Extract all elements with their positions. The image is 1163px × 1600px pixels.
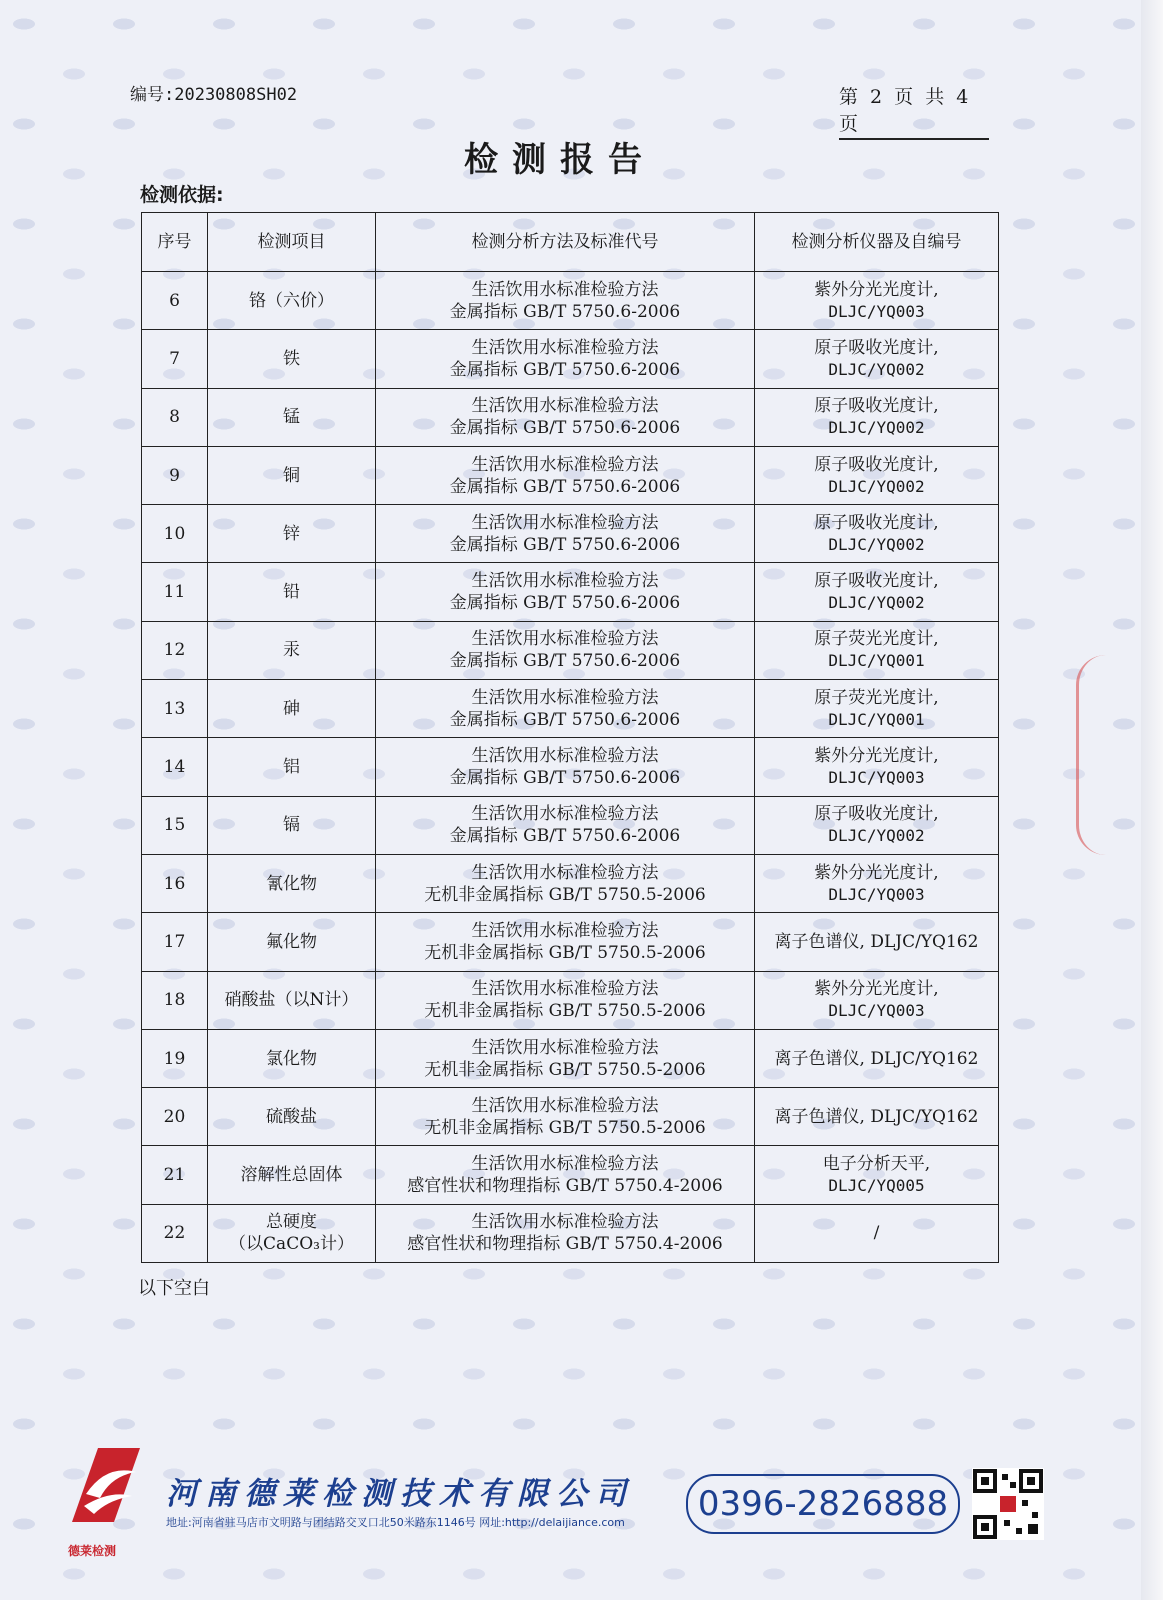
table-row (142, 446, 999, 504)
footer (0, 1420, 1163, 1600)
test-item-name: 溶解性总固体 (240, 1165, 343, 1186)
table-row (142, 330, 999, 388)
test-method (376, 913, 755, 971)
method-standard: 无机非金属指标 GB/T 5750.5-2006 (424, 1117, 706, 1138)
method-standard: 金属指标 GB/T 5750.6-2006 (449, 768, 681, 789)
method-name: 生活饮用水标准检验方法 (471, 920, 659, 941)
instrument (755, 388, 999, 446)
method-standard: 无机非金属指标 GB/T 5750.5-2006 (424, 942, 706, 963)
test-method (376, 854, 755, 912)
instrument-id: DLJC/YQ002 (828, 418, 925, 438)
table-row (142, 505, 999, 563)
test-method (376, 1088, 755, 1146)
row-number: 22 (142, 1204, 208, 1262)
instrument (755, 330, 999, 388)
row-number: 11 (142, 563, 208, 621)
row-number: 19 (142, 1029, 208, 1087)
method-standard: 金属指标 GB/T 5750.6-2006 (449, 826, 681, 847)
test-method (376, 1029, 755, 1087)
test-item-note: （以CaCO₃计） (229, 1234, 354, 1255)
instrument-id: DLJC/YQ001 (828, 709, 925, 729)
method-name: 生活饮用水标准检验方法 (471, 804, 659, 825)
company-address: 地址:河南省驻马店市文明路与团结路交叉口北50米路东1146号 网址:http://delaijiance.com (166, 1516, 625, 1529)
instrument (755, 854, 999, 912)
test-item (208, 971, 376, 1029)
method-name: 生活饮用水标准检验方法 (471, 629, 659, 650)
instrument (755, 272, 999, 330)
instrument (755, 913, 999, 971)
test-method (376, 388, 755, 446)
test-item (208, 330, 376, 388)
instrument-id: DLJC/YQ003 (828, 768, 925, 788)
test-method (376, 680, 755, 738)
red-seal-stamp (1076, 655, 1119, 855)
scan-edge (1141, 0, 1163, 1600)
method-name: 生活饮用水标准检验方法 (471, 1037, 659, 1058)
test-item-name: 硫酸盐 (266, 1106, 317, 1127)
row-number: 12 (142, 621, 208, 679)
method-standard: 感官性状和物理指标 GB/T 5750.4-2006 (407, 1176, 723, 1197)
test-method (376, 796, 755, 854)
instrument (755, 1029, 999, 1087)
instrument (755, 796, 999, 854)
test-method (376, 272, 755, 330)
instrument-name: 离子色谱仪, DLJC/YQ162 (774, 931, 979, 952)
test-item-name: 砷 (283, 698, 300, 719)
test-item (208, 1088, 376, 1146)
table-row (142, 1029, 999, 1087)
detection-basis-table (141, 212, 999, 1263)
test-method (376, 738, 755, 796)
method-standard: 金属指标 GB/T 5750.6-2006 (449, 593, 681, 614)
method-name: 生活饮用水标准检验方法 (471, 512, 659, 533)
instrument-id: DLJC/YQ005 (828, 1176, 925, 1196)
test-method (376, 1204, 755, 1262)
test-item-name: 铅 (283, 582, 300, 603)
instrument (755, 1088, 999, 1146)
row-number: 14 (142, 738, 208, 796)
method-standard: 感官性状和物理指标 GB/T 5750.4-2006 (407, 1234, 723, 1255)
instrument-id: DLJC/YQ003 (828, 1001, 925, 1021)
instrument (755, 446, 999, 504)
method-name: 生活饮用水标准检验方法 (471, 571, 659, 592)
test-item-name: 硝酸盐（以N计） (224, 990, 359, 1011)
instrument-name: 紫外分光光度计, (814, 862, 939, 883)
method-standard: 金属指标 GB/T 5750.6-2006 (449, 418, 681, 439)
instrument-name: 原子吸收光度计, (814, 454, 939, 475)
page-info: 第 2 页 共 4 页 (839, 82, 989, 140)
report-number: 编号:20230808SH02 (130, 85, 298, 105)
test-method (376, 330, 755, 388)
table-body (142, 272, 999, 1263)
table-row (142, 913, 999, 971)
test-item (208, 854, 376, 912)
table-row (142, 1146, 999, 1204)
method-name: 生活饮用水标准检验方法 (471, 1095, 659, 1116)
instrument-name: 电子分析天平, (822, 1154, 931, 1175)
test-item-name: 锰 (283, 407, 300, 428)
row-number: 21 (142, 1146, 208, 1204)
row-number: 8 (142, 388, 208, 446)
table-row (142, 272, 999, 330)
instrument-name: 紫外分光光度计, (814, 746, 939, 767)
instrument-name: 紫外分光光度计, (814, 979, 939, 1000)
method-standard: 无机非金属指标 GB/T 5750.5-2006 (424, 884, 706, 905)
instrument-id: DLJC/YQ003 (828, 884, 925, 904)
test-item (208, 446, 376, 504)
instrument-id: DLJC/YQ003 (828, 301, 925, 321)
method-name: 生活饮用水标准检验方法 (471, 1154, 659, 1175)
table-header-row (142, 213, 999, 272)
company-phone: 0396-2826888 (686, 1474, 960, 1534)
instrument-id: DLJC/YQ002 (828, 593, 925, 613)
instrument-name: 原子荧光光度计, (814, 629, 939, 650)
method-name: 生活饮用水标准检验方法 (471, 687, 659, 708)
instrument-name: 原子荧光光度计, (814, 687, 939, 708)
test-item (208, 505, 376, 563)
instrument-name: 原子吸收光度计, (814, 337, 939, 358)
method-standard: 无机非金属指标 GB/T 5750.5-2006 (424, 1001, 706, 1022)
method-name: 生活饮用水标准检验方法 (471, 746, 659, 767)
instrument-name: / (873, 1223, 880, 1244)
table-row (142, 1088, 999, 1146)
instrument (755, 1146, 999, 1204)
instrument (755, 738, 999, 796)
instrument-name: 离子色谱仪, DLJC/YQ162 (774, 1106, 979, 1127)
method-standard: 金属指标 GB/T 5750.6-2006 (449, 709, 681, 730)
test-item-name: 氟化物 (266, 931, 317, 952)
instrument (755, 621, 999, 679)
method-standard: 金属指标 GB/T 5750.6-2006 (449, 651, 681, 672)
test-method (376, 563, 755, 621)
table-row (142, 796, 999, 854)
method-name: 生活饮用水标准检验方法 (471, 979, 659, 1000)
test-method (376, 621, 755, 679)
row-number: 17 (142, 913, 208, 971)
row-number: 20 (142, 1088, 208, 1146)
header-instrument: 检测分析仪器及自编号 (755, 213, 999, 272)
qr-code-icon (972, 1468, 1044, 1540)
method-name: 生活饮用水标准检验方法 (471, 337, 659, 358)
method-standard: 金属指标 GB/T 5750.6-2006 (449, 534, 681, 555)
test-method (376, 446, 755, 504)
table-row (142, 854, 999, 912)
method-name: 生活饮用水标准检验方法 (471, 279, 659, 300)
test-item (208, 680, 376, 738)
test-item (208, 272, 376, 330)
test-item (208, 738, 376, 796)
header-item: 检测项目 (208, 213, 376, 272)
method-name: 生活饮用水标准检验方法 (471, 1212, 659, 1233)
test-method (376, 1146, 755, 1204)
instrument (755, 505, 999, 563)
company-logo-icon (66, 1434, 146, 1544)
table-row (142, 680, 999, 738)
test-item-name: 铜 (283, 465, 300, 486)
report-title: 检测报告 (464, 140, 656, 180)
test-item-name: 氯化物 (266, 1048, 317, 1069)
header-no: 序号 (142, 213, 208, 272)
row-number: 9 (142, 446, 208, 504)
test-item (208, 913, 376, 971)
row-number: 16 (142, 854, 208, 912)
instrument-name: 原子吸收光度计, (814, 396, 939, 417)
test-item (208, 621, 376, 679)
row-number: 15 (142, 796, 208, 854)
row-number: 13 (142, 680, 208, 738)
test-item-name: 汞 (283, 640, 300, 661)
row-number: 10 (142, 505, 208, 563)
table-row (142, 388, 999, 446)
test-item (208, 1204, 376, 1262)
instrument-id: DLJC/YQ002 (828, 476, 925, 496)
test-method (376, 505, 755, 563)
header-method: 检测分析方法及标准代号 (376, 213, 755, 272)
test-item-name: 镉 (283, 815, 300, 836)
test-item (208, 1146, 376, 1204)
test-item-name: 氰化物 (266, 873, 317, 894)
row-number: 7 (142, 330, 208, 388)
table-row (142, 563, 999, 621)
row-number: 6 (142, 272, 208, 330)
instrument-name: 离子色谱仪, DLJC/YQ162 (774, 1048, 979, 1069)
instrument (755, 971, 999, 1029)
company-name: 河南德莱检测技术有限公司 (166, 1476, 634, 1512)
table-row (142, 971, 999, 1029)
test-item-name: 铁 (283, 348, 300, 369)
instrument-id: DLJC/YQ002 (828, 534, 925, 554)
test-item-name: 锌 (283, 523, 300, 544)
method-standard: 金属指标 GB/T 5750.6-2006 (449, 476, 681, 497)
test-method (376, 971, 755, 1029)
test-item-name: 总硬度 (266, 1212, 317, 1233)
logo-caption: 德莱检测 (68, 1544, 117, 1558)
test-item (208, 563, 376, 621)
table-row (142, 738, 999, 796)
instrument (755, 1204, 999, 1262)
instrument-name: 原子吸收光度计, (814, 571, 939, 592)
method-standard: 金属指标 GB/T 5750.6-2006 (449, 359, 681, 380)
method-standard: 金属指标 GB/T 5750.6-2006 (449, 301, 681, 322)
table-row (142, 1204, 999, 1262)
blank-note: 以下空白 (138, 1278, 210, 1299)
test-item-name: 铝 (283, 757, 300, 778)
test-item (208, 1029, 376, 1087)
table-row (142, 621, 999, 679)
instrument-name: 原子吸收光度计, (814, 804, 939, 825)
method-name: 生活饮用水标准检验方法 (471, 396, 659, 417)
instrument-name: 紫外分光光度计, (814, 279, 939, 300)
instrument-name: 原子吸收光度计, (814, 512, 939, 533)
instrument (755, 680, 999, 738)
instrument-id: DLJC/YQ001 (828, 651, 925, 671)
basis-label: 检测依据: (140, 184, 224, 206)
method-name: 生活饮用水标准检验方法 (471, 862, 659, 883)
row-number: 18 (142, 971, 208, 1029)
method-name: 生活饮用水标准检验方法 (471, 454, 659, 475)
instrument (755, 563, 999, 621)
method-standard: 无机非金属指标 GB/T 5750.5-2006 (424, 1059, 706, 1080)
test-item-name: 铬（六价） (249, 290, 334, 311)
test-item (208, 796, 376, 854)
instrument-id: DLJC/YQ002 (828, 359, 925, 379)
instrument-id: DLJC/YQ002 (828, 826, 925, 846)
test-item (208, 388, 376, 446)
